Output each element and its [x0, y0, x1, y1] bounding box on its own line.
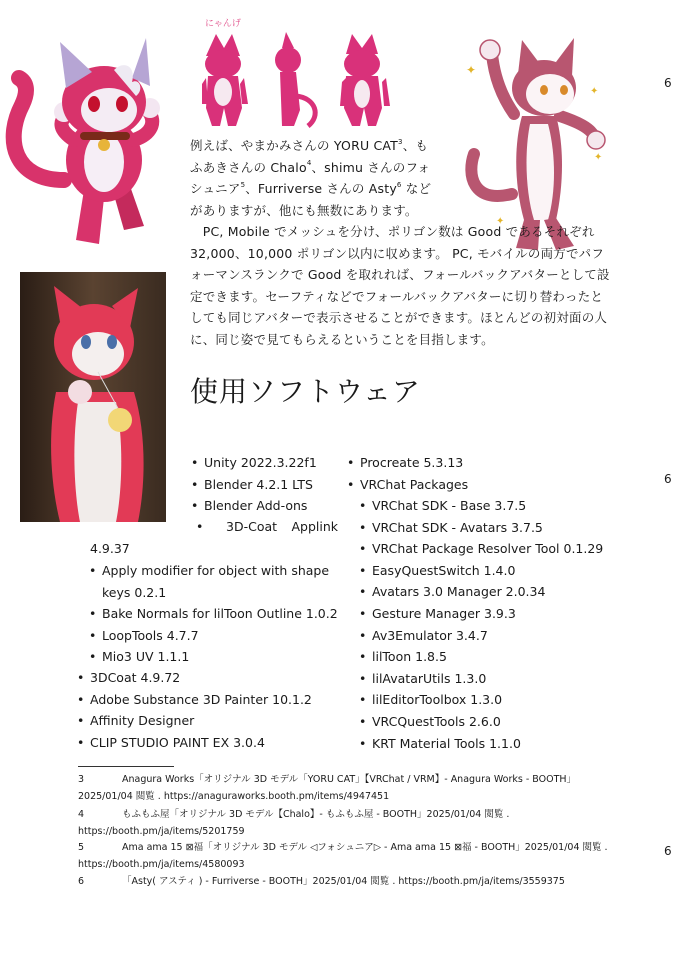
list-item: • VRChat Package Resolver Tool 0.1.29	[372, 538, 622, 560]
intro-paragraph: 例えば、やまかみさんの YORU CAT$^3$、もふあきさんの Chalo$^4$、shimu さんのフォシュニア$^5$、Furriverse さんの Asty$^6$ などがありますが、他にも無数にあります。	[190, 137, 432, 218]
footnote-divider	[78, 766, 174, 767]
software-list-addons	[102, 560, 338, 603]
footnote: 6 「Asty( アスティ ) - Furriverse - BOOTH」2025/01/04 閲覧 . https://booth.pm/ja/items/3559375	[78, 876, 565, 887]
list-item: • lilAvatarUtils 1.3.0	[372, 668, 622, 690]
section-heading: 使用ソフトウェア	[190, 375, 421, 408]
list-item: • VRChat SDK - Avatars 3.7.5	[372, 517, 622, 539]
list-item: • LoopTools 4.7.7	[102, 625, 342, 647]
footnote-ref[interactable]: 4	[306, 159, 312, 168]
list-item: • Bake Normals for lilToon Outline 1.0.2	[102, 603, 342, 625]
footnote-ref[interactable]: 5	[240, 180, 246, 189]
list-item: • Apply modifier for object with shape keys 0.2.1	[102, 560, 338, 603]
svg-text:✦: ✦	[466, 63, 477, 77]
footnote: 3 Anagura Works「オリジナル 3D モデル「YORU CAT」【VRChat / VRM】- Anagura Works - BOOTH」 2025/01/04 閲覧 . https://anaguraworks.booth.pm/items/4947451	[78, 774, 577, 802]
list-item: • Av3Emulator 3.4.7	[372, 625, 622, 647]
fursuit-photo	[20, 272, 166, 522]
pink-cat-illustration	[4, 30, 184, 255]
list-item: • Gesture Manager 3.9.3	[372, 603, 622, 625]
list-item: • 3DCoat 4.9.72	[90, 667, 340, 689]
list-item: • Affinity Designer	[90, 710, 340, 732]
mesh-paragraph: PC, Mobile でメッシュを分け、ポリゴン数は Good であるそれぞれ 32,000、10,000 ポリゴン以内に収めます。 PC, モバイルの両方でパフォーマンスランクで Good を取れれば、フォールバックアバターとして設定できます。セーフティなどでフォールバックアバターに切り替わったとしても同じアバターで表示させることができます。ほとんどの初対面の人に、同じ姿で見てもらえるということを目指します。	[190, 224, 610, 347]
vrchat-packages-list	[372, 495, 622, 754]
software-list-left	[204, 452, 354, 517]
footnote: 5 Ama ama 15 ⊠福「オリジナル 3D モデル ◁フォシュニア▷ - Ama ama 15 ⊠福 - BOOTH」2025/01/04 閲覧 . https://booth.pm/ja/items/4580093	[78, 842, 608, 870]
list-item: • Blender 4.2.1 LTS	[204, 474, 354, 496]
software-list-left-2	[90, 667, 340, 753]
list-item: • EasyQuestSwitch 1.4.0	[372, 560, 622, 582]
software-list-addons-2	[102, 603, 342, 668]
page-number: 6	[664, 76, 672, 90]
list-item: • Unity 2022.3.22f1	[204, 452, 354, 474]
list-item: • Avatars 3.0 Manager 2.0.34	[372, 581, 622, 603]
list-item: • VRCQuestTools 2.6.0	[372, 711, 622, 733]
page-number: 6	[664, 472, 672, 486]
svg-text:✦: ✦	[594, 152, 603, 163]
list-item: • 3D-Coat Applink 4.9.37	[90, 519, 338, 556]
list-item: • VRChat Packages	[360, 474, 600, 496]
svg-text:✦: ✦	[496, 216, 505, 227]
list-item: • Adobe Substance 3D Painter 10.1.2	[90, 689, 340, 711]
list-item: • Blender Add-ons	[204, 495, 354, 517]
list-item: • KRT Material Tools 1.1.0	[372, 733, 622, 755]
list-item: • VRChat SDK - Base 3.7.5	[372, 495, 622, 517]
software-list-right	[360, 452, 600, 495]
page-number: 6	[664, 844, 672, 858]
list-item: • CLIP STUDIO PAINT EX 3.0.4	[90, 732, 340, 754]
list-item: • Procreate 5.3.13	[360, 452, 600, 474]
footnote-ref[interactable]: 3	[398, 137, 403, 146]
reference-caption: にゃんげ	[205, 19, 241, 29]
footnote-ref[interactable]: 6	[396, 180, 402, 189]
list-item: • lilToon 1.8.5	[372, 646, 622, 668]
reference-sheet-illustration	[196, 26, 396, 136]
list-item: • lilEditorToolbox 1.3.0	[372, 689, 622, 711]
list-item: • Mio3 UV 1.1.1	[102, 646, 342, 668]
footnote: 4 もふもふ屋「オリジナル 3D モデル【Chalo】- もふもふ屋 - BOOTH」2025/01/04 閲覧 . https://booth.pm/ja/items/5201759	[78, 809, 510, 837]
svg-text:✦: ✦	[590, 86, 599, 97]
